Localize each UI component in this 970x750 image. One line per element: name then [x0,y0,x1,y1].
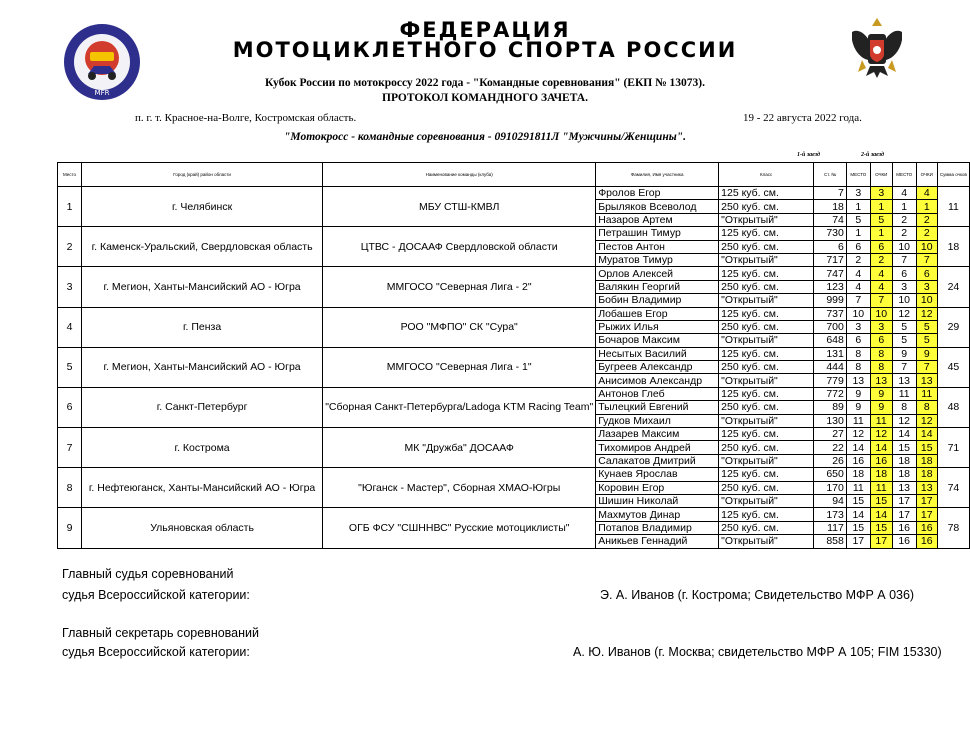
race2-place: 12 [892,307,916,320]
col-r1-place: МЕСТО [846,163,870,187]
rider-name: Тихомиров Андрей [596,441,719,454]
rider-class: "Открытый" [719,535,814,548]
race2-points: 2 [916,213,937,226]
col-region: Город (край) район области [81,163,322,187]
rider-number: 26 [814,454,847,467]
race2-place: 2 [892,213,916,226]
race2-points: 4 [916,187,937,200]
rider-class: 250 куб. см. [719,240,814,253]
race1-points: 3 [870,320,892,333]
race1-place: 4 [846,280,870,293]
race1-points: 14 [870,508,892,521]
table-row [58,267,970,280]
race2-place: 17 [892,494,916,507]
team-total-points: 11 [937,187,969,227]
race1-points: 18 [870,468,892,481]
rider-number: 173 [814,508,847,521]
race1-points: 4 [870,267,892,280]
col-r2-points: ОЧКИ [916,163,937,187]
chief-judge-category: судья Всероссийской категории: [62,588,250,602]
race2-points: 16 [916,521,937,534]
race2-place: 16 [892,535,916,548]
rider-number: 18 [814,200,847,213]
race1-points: 6 [870,240,892,253]
federation-title-line2: МОТОЦИКЛЕТНОГО СПОРТА РОССИИ [232,38,738,62]
race2-points: 10 [916,240,937,253]
team-region: Ульяновская область [81,508,322,548]
rider-number: 131 [814,347,847,360]
rider-class: "Открытый" [719,213,814,226]
rider-class: 125 куб. см. [719,428,814,441]
race1-points: 1 [870,200,892,213]
rider-class: 250 куб. см. [719,441,814,454]
race2-place: 9 [892,347,916,360]
table-row [58,347,970,360]
race2-points: 7 [916,361,937,374]
chief-secretary-category: судья Всероссийской категории: [62,645,250,659]
team-total-points: 45 [937,347,969,387]
race1-points: 16 [870,454,892,467]
race1-points: 8 [870,347,892,360]
rider-number: 74 [814,213,847,226]
team-name: ММГОСО "Северная Лига - 1" [323,347,596,387]
logo-text: MFR [94,89,110,97]
race2-place: 13 [892,374,916,387]
race2-points: 17 [916,494,937,507]
rider-number: 89 [814,401,847,414]
rider-name: Муратов Тимур [596,253,719,266]
rider-name: Рыжих Илья [596,320,719,333]
rider-number: 27 [814,428,847,441]
race2-points: 16 [916,535,937,548]
rider-number: 7 [814,187,847,200]
race2-points: 10 [916,294,937,307]
race2-place: 13 [892,481,916,494]
race1-points: 9 [870,401,892,414]
rider-class: "Открытый" [719,294,814,307]
race2-place: 10 [892,294,916,307]
team-name: ММГОСО "Северная Лига - 2" [323,267,596,307]
chief-secretary-name: А. Ю. Иванов (г. Москва; свидетельство МФР А 105; FIM 15330) [573,645,942,659]
race1-place: 15 [846,494,870,507]
rider-name: Пестов Антон [596,240,719,253]
team-name: "Сборная Санкт-Петербурга/Ladoga KTM Racing Team" [323,387,596,427]
rider-number: 117 [814,521,847,534]
team-place: 9 [58,508,82,548]
race1-place: 8 [846,347,870,360]
race2-points: 12 [916,307,937,320]
competition-subtitle: Кубок России по мотокроссу 2022 года - "Командные соревнования" (ЕКП № 13073). [264,77,706,89]
col-pilot: Фамилия, Имя участника [596,163,719,187]
team-total-points: 24 [937,267,969,307]
race1-place: 3 [846,320,870,333]
race1-place: 11 [846,481,870,494]
race1-points: 3 [870,187,892,200]
rider-number: 717 [814,253,847,266]
rider-name: Петрашин Тимур [596,227,719,240]
rider-name: Лобашев Егор [596,307,719,320]
team-region: г. Санкт-Петербург [81,387,322,427]
race2-points: 14 [916,428,937,441]
race1-place: 3 [846,187,870,200]
race1-place: 11 [846,414,870,427]
team-place: 6 [58,387,82,427]
race2-place: 6 [892,267,916,280]
rider-name: Салакатов Дмитрий [596,454,719,467]
race2-points: 12 [916,414,937,427]
race1-place: 13 [846,374,870,387]
race1-points: 12 [870,428,892,441]
rider-class: 125 куб. см. [719,347,814,360]
rider-name: Махмутов Динар [596,508,719,521]
chief-secretary-title: Главный секретарь соревнований [62,626,259,640]
race1-label: 1-й заезд [797,152,820,158]
rider-name: Лазарев Максим [596,428,719,441]
race1-points: 10 [870,307,892,320]
rider-number: 737 [814,307,847,320]
col-team: Наименование команды (клуба) [323,163,596,187]
race2-place: 16 [892,521,916,534]
race1-place: 10 [846,307,870,320]
race1-points: 7 [870,294,892,307]
race1-place: 14 [846,441,870,454]
rider-name: Назаров Артем [596,213,719,226]
col-total: Сумма очков [937,163,969,187]
race1-place: 6 [846,334,870,347]
team-region: г. Кострома [81,428,322,468]
race1-points: 4 [870,280,892,293]
rider-class: "Открытый" [719,374,814,387]
col-r2-place: МЕСТО [892,163,916,187]
race2-place: 8 [892,401,916,414]
chief-judge-title: Главный судья соревнований [62,567,234,581]
rider-number: 123 [814,280,847,293]
race2-place: 2 [892,227,916,240]
race1-points: 9 [870,387,892,400]
rider-class: "Открытый" [719,454,814,467]
team-total-points: 18 [937,227,969,267]
rider-class: "Открытый" [719,494,814,507]
rider-number: 94 [814,494,847,507]
table-row [58,428,970,441]
race1-place: 15 [846,521,870,534]
rider-class: 250 куб. см. [719,280,814,293]
race2-place: 7 [892,361,916,374]
rider-number: 779 [814,374,847,387]
team-place: 3 [58,267,82,307]
team-name: МБУ СТШ-КМВЛ [323,187,596,227]
rider-class: 250 куб. см. [719,521,814,534]
race1-place: 6 [846,240,870,253]
rider-name: Анисимов Александр [596,374,719,387]
race2-place: 5 [892,320,916,333]
race1-points: 8 [870,361,892,374]
rider-name: Аникьев Геннадий [596,535,719,548]
rider-class: 125 куб. см. [719,307,814,320]
rider-number: 858 [814,535,847,548]
team-total-points: 48 [937,387,969,427]
team-region: г. Пенза [81,307,322,347]
col-r1-points: ОЧКИ [870,163,892,187]
race2-points: 1 [916,200,937,213]
team-region: г. Челябинск [81,187,322,227]
race1-points: 15 [870,521,892,534]
rider-class: 250 куб. см. [719,320,814,333]
table-row [58,307,970,320]
race1-place: 12 [846,428,870,441]
rider-class: 250 куб. см. [719,200,814,213]
event-discipline: "Мотокросс - командные соревнования - 0910291811Л "Мужчины/Женщины". [284,131,686,143]
race2-points: 8 [916,401,937,414]
race2-points: 5 [916,320,937,333]
race1-points: 2 [870,253,892,266]
rider-number: 170 [814,481,847,494]
race2-place: 12 [892,414,916,427]
race1-place: 4 [846,267,870,280]
race2-place: 3 [892,280,916,293]
rider-number: 22 [814,441,847,454]
race2-place: 15 [892,441,916,454]
rider-class: 125 куб. см. [719,468,814,481]
race2-place: 5 [892,334,916,347]
race2-points: 11 [916,387,937,400]
race1-points: 11 [870,481,892,494]
table-row [58,227,970,240]
race1-place: 18 [846,468,870,481]
race1-points: 11 [870,414,892,427]
rider-name: Шишин Николай [596,494,719,507]
race2-points: 2 [916,227,937,240]
team-name: "Юганск - Мастер", Сборная ХМАО-Югры [323,468,596,508]
race2-place: 7 [892,253,916,266]
rider-class: 125 куб. см. [719,267,814,280]
rider-class: 125 куб. см. [719,187,814,200]
race2-points: 3 [916,280,937,293]
race2-place: 4 [892,187,916,200]
rider-name: Бобин Владимир [596,294,719,307]
race1-points: 17 [870,535,892,548]
col-class: Класс [719,163,814,187]
race1-place: 2 [846,253,870,266]
rider-number: 648 [814,334,847,347]
race2-points: 5 [916,334,937,347]
team-place: 2 [58,227,82,267]
rider-name: Антонов Глеб [596,387,719,400]
race2-place: 10 [892,240,916,253]
rider-name: Орлов Алексей [596,267,719,280]
race2-points: 6 [916,267,937,280]
rider-number: 444 [814,361,847,374]
rider-number: 747 [814,267,847,280]
race2-points: 7 [916,253,937,266]
rider-class: 125 куб. см. [719,387,814,400]
event-dates: 19 - 22 августа 2022 года. [743,112,862,124]
race1-points: 6 [870,334,892,347]
rider-class: 125 куб. см. [719,508,814,521]
team-place: 7 [58,428,82,468]
rider-class: 250 куб. см. [719,401,814,414]
team-region: г. Каменск-Уральский, Свердловская область [81,227,322,267]
race1-place: 1 [846,227,870,240]
protocol-title: ПРОТОКОЛ КОМАНДНОГО ЗАЧЕТА. [382,92,588,104]
race1-place: 9 [846,401,870,414]
rider-number: 6 [814,240,847,253]
rider-name: Несытых Василий [596,347,719,360]
race2-place: 11 [892,387,916,400]
rider-class: 250 куб. см. [719,481,814,494]
race2-place: 18 [892,454,916,467]
race2-points: 18 [916,468,937,481]
rider-name: Брыляков Всеволод [596,200,719,213]
rider-number: 999 [814,294,847,307]
race1-place: 14 [846,508,870,521]
race1-place: 1 [846,200,870,213]
table-row [58,187,970,200]
race2-place: 18 [892,468,916,481]
race2-points: 13 [916,481,937,494]
race1-place: 9 [846,387,870,400]
rider-name: Бугреев Александр [596,361,719,374]
team-place: 1 [58,187,82,227]
rider-name: Бочаров Максим [596,334,719,347]
rider-name: Фролов Егор [596,187,719,200]
federation-title-line1: ФЕДЕРАЦИЯ [399,18,571,42]
race2-points: 9 [916,347,937,360]
rider-number: 700 [814,320,847,333]
table-header-row [58,163,970,187]
chief-judge-name: Э. А. Иванов (г. Кострома; Свидетельство МФР А 036) [600,588,915,602]
rider-number: 130 [814,414,847,427]
team-name: МК "Дружба" ДОСААФ [323,428,596,468]
rider-number: 772 [814,387,847,400]
rider-name: Коровин Егор [596,481,719,494]
table-row [58,508,970,521]
table-row [58,387,970,400]
race2-place: 1 [892,200,916,213]
team-name: ОГБ ФСУ "СШННВС" Русские мотоциклисты" [323,508,596,548]
race1-points: 14 [870,441,892,454]
table-row [58,468,970,481]
rider-number: 730 [814,227,847,240]
team-place: 8 [58,468,82,508]
rider-name: Тылецкий Евгений [596,401,719,414]
team-name: РОО "МФПО" СК "Сура" [323,307,596,347]
rider-name: Валякин Георгий [596,280,719,293]
rider-class: 125 куб. см. [719,227,814,240]
team-total-points: 29 [937,307,969,347]
team-total-points: 71 [937,428,969,468]
race2-place: 14 [892,428,916,441]
rider-class: 250 куб. см. [719,361,814,374]
team-name: ЦТВС - ДОСААФ Свердловской области [323,227,596,267]
team-place: 5 [58,347,82,387]
team-total-points: 74 [937,468,969,508]
race1-place: 16 [846,454,870,467]
race2-label: 2-й заезд [861,152,884,158]
race2-place: 17 [892,508,916,521]
race1-points: 15 [870,494,892,507]
team-place: 4 [58,307,82,347]
team-region: г. Мегион, Ханты-Мансийский АО - Югра [81,267,322,307]
rider-class: "Открытый" [719,253,814,266]
race2-points: 15 [916,441,937,454]
rider-number: 650 [814,468,847,481]
rider-class: "Открытый" [719,414,814,427]
race2-points: 13 [916,374,937,387]
race1-points: 1 [870,227,892,240]
race2-points: 17 [916,508,937,521]
team-region: г. Нефтеюганск, Ханты-Мансийский АО - Югра [81,468,322,508]
race1-place: 17 [846,535,870,548]
race1-place: 7 [846,294,870,307]
rider-name: Кунаев Ярослав [596,468,719,481]
col-place: Место [58,163,82,187]
team-results-table [57,162,970,549]
race1-place: 8 [846,361,870,374]
race1-place: 5 [846,213,870,226]
rider-class: "Открытый" [719,334,814,347]
venue-location: п. г. т. Красное-на-Волге, Костромская область. [135,112,357,124]
rider-name: Потапов Владимир [596,521,719,534]
race1-points: 13 [870,374,892,387]
rider-name: Гудков Михаил [596,414,719,427]
team-total-points: 78 [937,508,969,548]
race2-points: 18 [916,454,937,467]
col-number: Ст. № [814,163,847,187]
race1-points: 5 [870,213,892,226]
team-region: г. Мегион, Ханты-Мансийский АО - Югра [81,347,322,387]
